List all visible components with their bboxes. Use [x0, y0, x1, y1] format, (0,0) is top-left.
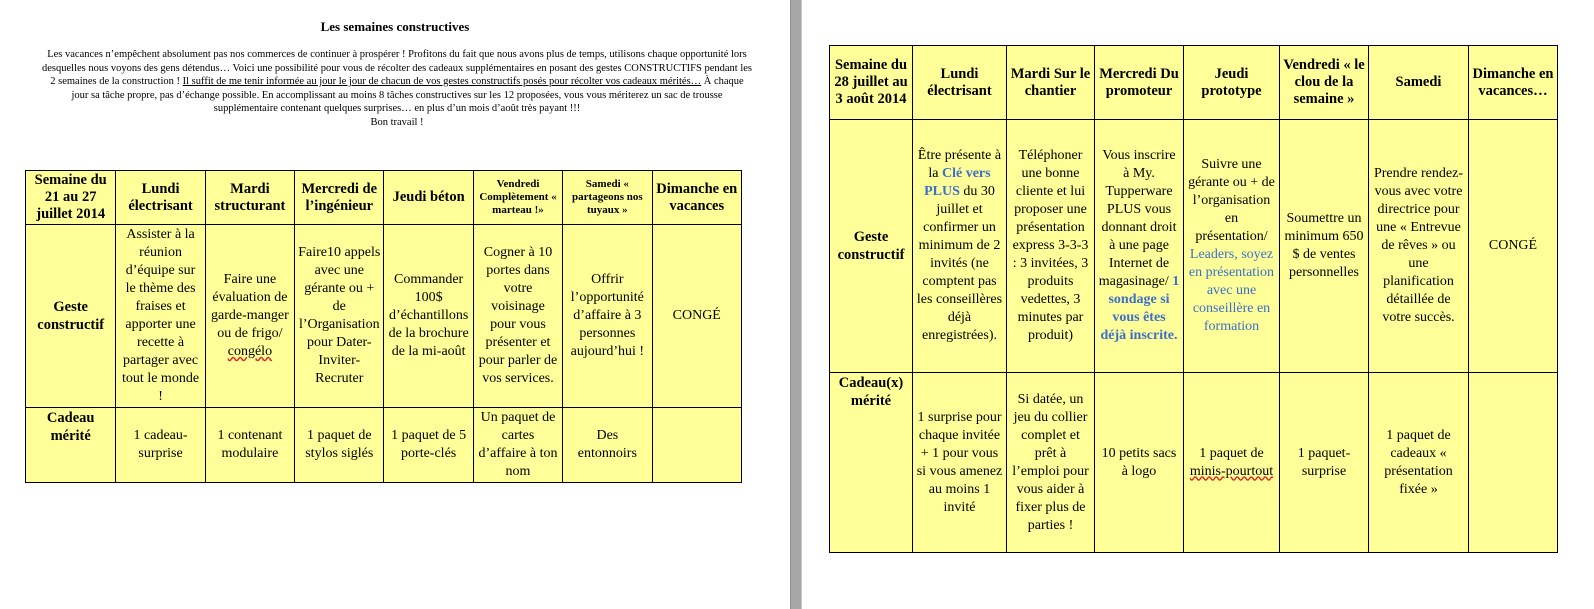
document-page-left [0, 0, 790, 609]
week1-geste-mardi-congelo: congélo [227, 344, 273, 359]
week2-geste-samedi: Prendre rendez-vous avec votre directrice pour une « Entrevue de rêves » ou une planification détaillée de votre succès. [1369, 120, 1469, 373]
week1-geste-label: Geste constructif [26, 225, 116, 408]
week2-cadeau-mardi: Si datée, un jeu du collier complet et prêt à l’emploi pour vous aider à fixer plus de parties ! [1007, 373, 1095, 553]
week2-cadeau-samedi: 1 paquet de cadeaux « présentation fixée » [1369, 373, 1469, 553]
week2-header-jeudi: Jeudi prototype [1184, 46, 1280, 120]
week1-geste-mercredi: Faire10 appels avec une gérante ou + de l’Organisation pour Dater-Inviter-Recruter [295, 225, 384, 408]
week2-geste-mercredi-text: Vous inscrire à My. Tupperware PLUS vous donnant droit à une page Internet de magasinage/ [1098, 148, 1177, 289]
week1-header-mardi: Mardi structurant [205, 171, 294, 225]
week1-geste-lundi: Assister à la réunion d’équipe sur le thème des fraises et apporter une recette à partager avec tout le monde ! [116, 225, 205, 408]
week1-cadeau-mardi: 1 contenant modulaire [205, 408, 294, 483]
week1-geste-jeudi: Commander 100$ d’échantillons de la brochure de la mi-août [384, 225, 473, 408]
week1-cadeau-vendredi: Un paquet de cartes d’affaire à ton nom [473, 408, 562, 483]
week2-cadeau-label: Cadeau(x) mérité [830, 373, 913, 553]
week2-geste-vendredi: Soumettre un minimum 650 $ de ventes personnelles [1280, 120, 1369, 373]
week2-cadeau-dimanche [1469, 373, 1558, 553]
week2-geste-jeudi-leaders: Leaders, soyez en présentation avec une conseillère en formation [1188, 247, 1275, 334]
week2-geste-mardi: Téléphoner une bonne cliente et lui proposer une présentation express 3-3-3 : 3 invitées, 3 produits vedettes, 3 minutes par produit) [1007, 120, 1095, 373]
week1-header-vendredi: Vendredi Complètement « marteau !» [473, 171, 562, 225]
week2-cadeau-jeudi-text: 1 paquet de [1199, 445, 1264, 461]
week1-geste-mardi-text: Faire une évaluation de garde-manger ou de frigo/ [211, 272, 289, 341]
week2-table [829, 45, 1558, 553]
week2-header-samedi: Samedi [1369, 46, 1469, 120]
week2-cadeau-jeudi [1184, 373, 1280, 553]
week2-header-vendredi: Vendredi « le clou de la semaine » [1280, 46, 1369, 120]
week1-header-dimanche: Dimanche en vacances [652, 171, 741, 225]
week2-geste-jeudi [1184, 120, 1280, 373]
document-title: Les semaines constructives [320, 19, 470, 34]
week1-header-week: Semaine du 21 au 27 juillet 2014 [26, 171, 116, 225]
week2-header-mercredi: Mercredi Du promoteur [1095, 46, 1184, 120]
week2-geste-label: Geste constructif [830, 120, 913, 373]
week1-geste-samedi: Offrir l’opportunité d’affaire à 3 personnes aujourd’hui ! [563, 225, 652, 408]
week2-geste-mercredi [1095, 120, 1184, 373]
week1-cadeau-samedi: Des entonnoirs [563, 408, 652, 483]
week1-header-lundi: Lundi électrisant [116, 171, 205, 225]
week2-cadeau-vendredi: 1 paquet-surprise [1280, 373, 1369, 553]
intro-paragraph [42, 48, 752, 129]
week2-cadeau-mercredi: 10 petits sacs à logo [1095, 373, 1184, 553]
week1-header-mercredi: Mercredi de l’ingénieur [295, 171, 384, 225]
week1-geste-dimanche: CONGÉ [652, 225, 741, 408]
week2-geste-lundi-cle-vers-plus: Clé vers PLUS [924, 166, 991, 199]
week1-geste-row [26, 225, 742, 408]
intro-text-1: Les vacances n’empêchent absolument pas nos commerces de continuer à prospérer ! Profitons du fait que nous avons plus de temps, utilisons chaque opportunité lors desquelles nous voyons des gens détendus… Voici une possibilité pour vous de récolter des cadeaux supplémentaires en posant des gestes CONSTRUCTIFS pendant les 2 semaines de la construction ! [42, 49, 752, 87]
week1-cadeau-dimanche [652, 408, 741, 483]
week2-geste-row [830, 120, 1558, 373]
week1-cadeau-jeudi: 1 paquet de 5 porte-clés [384, 408, 473, 483]
intro-text-2: À chaque jour sa tâche propre, pas d’échange possible. En accomplissant au moins 8 tâches constructives sur les 12 proposées, vous vous mériterez un sac de trousse supplémentaire contenant quelques surprises… en plus d’un mois d’août très payant !!! [71, 76, 744, 114]
week1-cadeau-lundi: 1 cadeau-surprise [116, 408, 205, 483]
week1-header-samedi: Samedi « partageons nos tuyaux » [563, 171, 652, 225]
week2-cadeau-lundi: 1 surprise pour chaque invitée + 1 pour vous si vous amenez au moins 1 invité [913, 373, 1007, 553]
week2-header-row [830, 46, 1558, 120]
week2-geste-lundi-text-a: Être présente à la [917, 148, 1002, 181]
week2-geste-dimanche: CONGÉ [1469, 120, 1558, 373]
intro-underlined-text: Il suffit de me tenir informée au jour le jour de chacun de vos gestes constructifs posés pour récolter vos cadeaux mérités… [182, 76, 702, 87]
week1-geste-vendredi: Cogner à 10 portes dans votre voisinage pour vous présenter et pour parler de vos services. [473, 225, 562, 408]
week2-geste-jeudi-text: Suivre une gérante ou + de l’organisation en présentation/ [1188, 157, 1275, 244]
week2-header-lundi: Lundi électrisant [913, 46, 1007, 120]
intro-sign-off: Bon travail ! [370, 116, 424, 128]
week2-header-week: Semaine du 28 juillet au 3 août 2014 [830, 46, 913, 120]
week2-geste-lundi-text-b: du 30 juillet et confirmer un minimum de 2 invités (ne comptent pas les conseillères déjà enregistrées). [916, 184, 1003, 343]
week1-header-row [26, 171, 742, 225]
week1-header-jeudi: Jeudi béton [384, 171, 473, 225]
page-divider [790, 0, 802, 609]
week2-geste-lundi [913, 120, 1007, 373]
week2-cadeau-row [830, 373, 1558, 553]
week2-header-dimanche: Dimanche en vacances… [1469, 46, 1558, 120]
week1-geste-mardi [205, 225, 294, 408]
week2-header-mardi: Mardi Sur le chantier [1007, 46, 1095, 120]
week2-cadeau-jeudi-minis-pourtout: minis-pourtout [1189, 463, 1274, 479]
week1-cadeau-mercredi: 1 paquet de stylos siglés [295, 408, 384, 483]
week2-geste-mercredi-sondage: 1 sondage si vous êtes déjà inscrite. [1100, 274, 1180, 343]
week1-cadeau-row [26, 408, 742, 483]
week1-cadeau-label: Cadeau mérité [26, 408, 116, 483]
week1-table [25, 170, 742, 483]
